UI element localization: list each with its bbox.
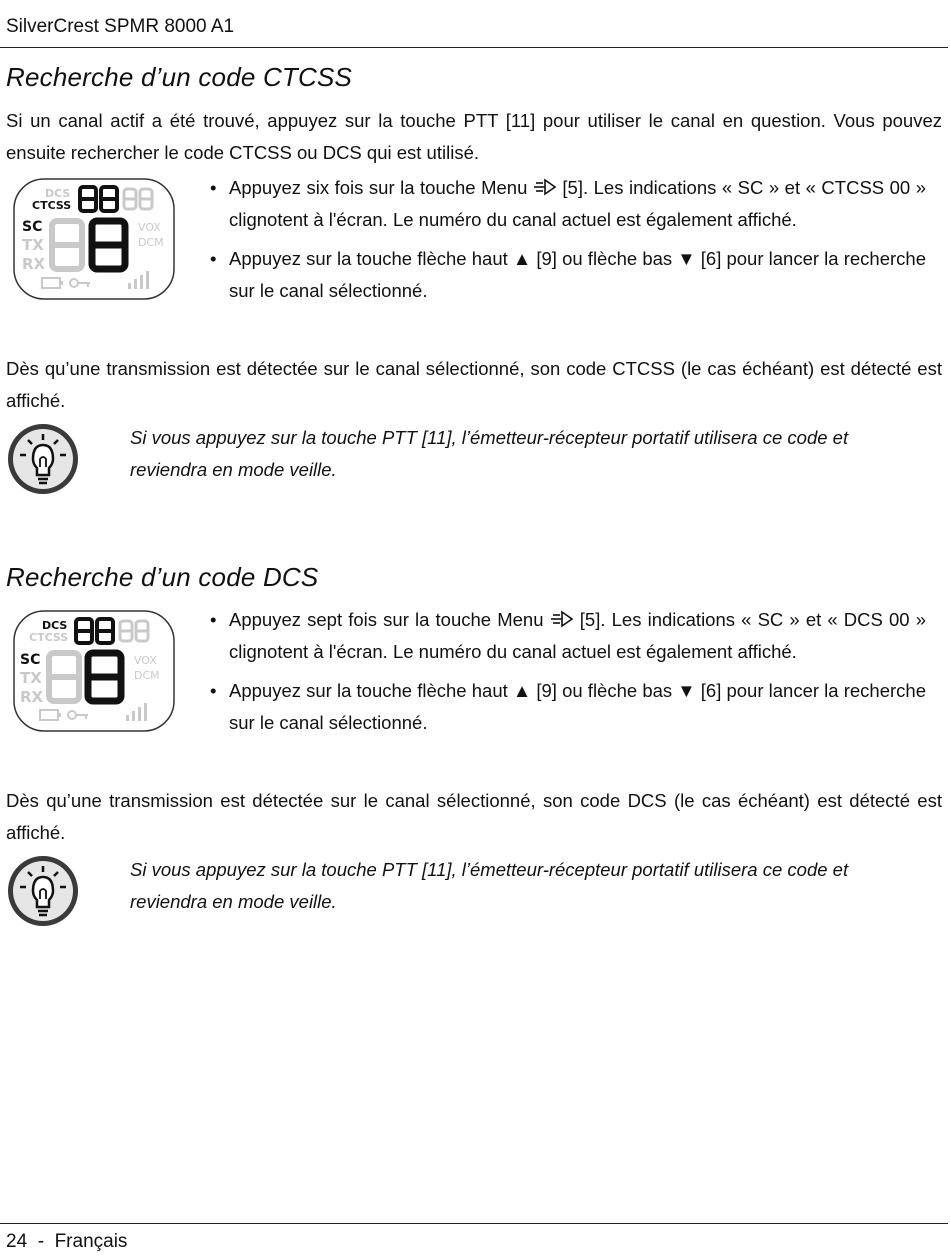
tip-text: Si vous appuyez sur la touche PTT [11], l’émetteur-récepteur portatif utilisera ce code et reviendra en mode veille. (130, 859, 849, 912)
bullet-text-post: [5]. Les indications « SC » et « DCS 00 » clignotent à l'écran. Le numéro du canal actuel est également affiché. (229, 609, 927, 662)
tip-text: Si vous appuyez sur la touche PTT [11], l’émetteur-récepteur portatif utilisera ce code et reviendra en mode veille. (130, 427, 849, 480)
footer-rule (0, 1223, 948, 1224)
bullet-list-ctcss (210, 172, 926, 314)
menu-arrow-icon (550, 610, 574, 628)
section-title-dcs: Recherche d’un code DCS (6, 562, 319, 592)
bullet-list-dcs (210, 604, 926, 746)
lcd-label-sc: SC (20, 652, 41, 668)
lcd-label-tx: TX (22, 236, 44, 254)
bullet-text-pre: Appuyez six fois sur la touche Menu (229, 177, 528, 198)
lcd-display-dcs (12, 609, 177, 733)
lcd-label-dcm: DCM (134, 669, 160, 682)
lcd-label-vox: VOX (138, 221, 161, 234)
bullet-item: • Appuyez sur la touche flèche haut ▲ [9] ou flèche bas ▼ [6] pour lancer la recherche sur le canal sélectionné. (210, 675, 926, 739)
bullet-item (210, 604, 926, 668)
page-footer: 24 - Français (6, 1231, 128, 1252)
lcd-label-ctcss: CTCSS (29, 631, 69, 644)
lcd-label-dcs: DCS (45, 187, 71, 200)
lcd-label-rx: RX (20, 688, 44, 706)
lcd-label-rx: RX (22, 255, 46, 273)
bullet-item (210, 172, 926, 236)
detected-paragraph: Dès qu’une transmission est détectée sur le canal sélectionné, son code DCS (le cas échéant) est détecté est affiché. (6, 790, 942, 843)
menu-arrow-icon (533, 178, 557, 196)
lcd-label-ctcss: CTCSS (32, 199, 72, 212)
lightbulb-tip-icon (4, 421, 82, 497)
lcd-label-dcm: DCM (138, 236, 164, 249)
bullet-item: • Appuyez sur la touche flèche haut ▲ [9] ou flèche bas ▼ [6] pour lancer la recherche sur le canal sélectionné. (210, 243, 926, 307)
lcd-label-vox: VOX (134, 654, 157, 667)
lcd-label-sc: SC (22, 219, 43, 235)
lightbulb-tip-icon (4, 853, 82, 929)
bullet-text-post: [5]. Les indications « SC » et « CTCSS 00 » clignotent à l'écran. Le numéro du canal actuel est également affiché. (229, 177, 927, 230)
lcd-label-dcs: DCS (42, 619, 68, 632)
bullet-text-pre: Appuyez sept fois sur la touche Menu (229, 609, 544, 630)
intro-paragraph: Si un canal actif a été trouvé, appuyez sur la touche PTT [11] pour utiliser le canal en question. Vous pouvez ensuite rechercher le code CTCSS ou DCS qui est utilisé. (6, 110, 942, 163)
lcd-display-ctcss (12, 177, 177, 301)
section-title-ctcss: Recherche d’un code CTCSS (6, 62, 353, 92)
detected-paragraph: Dès qu’une transmission est détectée sur le canal sélectionné, son code CTCSS (le cas échéant) est détecté est affiché. (6, 358, 942, 411)
page-header: SilverCrest SPMR 8000 A1 (6, 16, 235, 37)
header-rule (0, 47, 948, 48)
lcd-label-tx: TX (20, 669, 42, 687)
